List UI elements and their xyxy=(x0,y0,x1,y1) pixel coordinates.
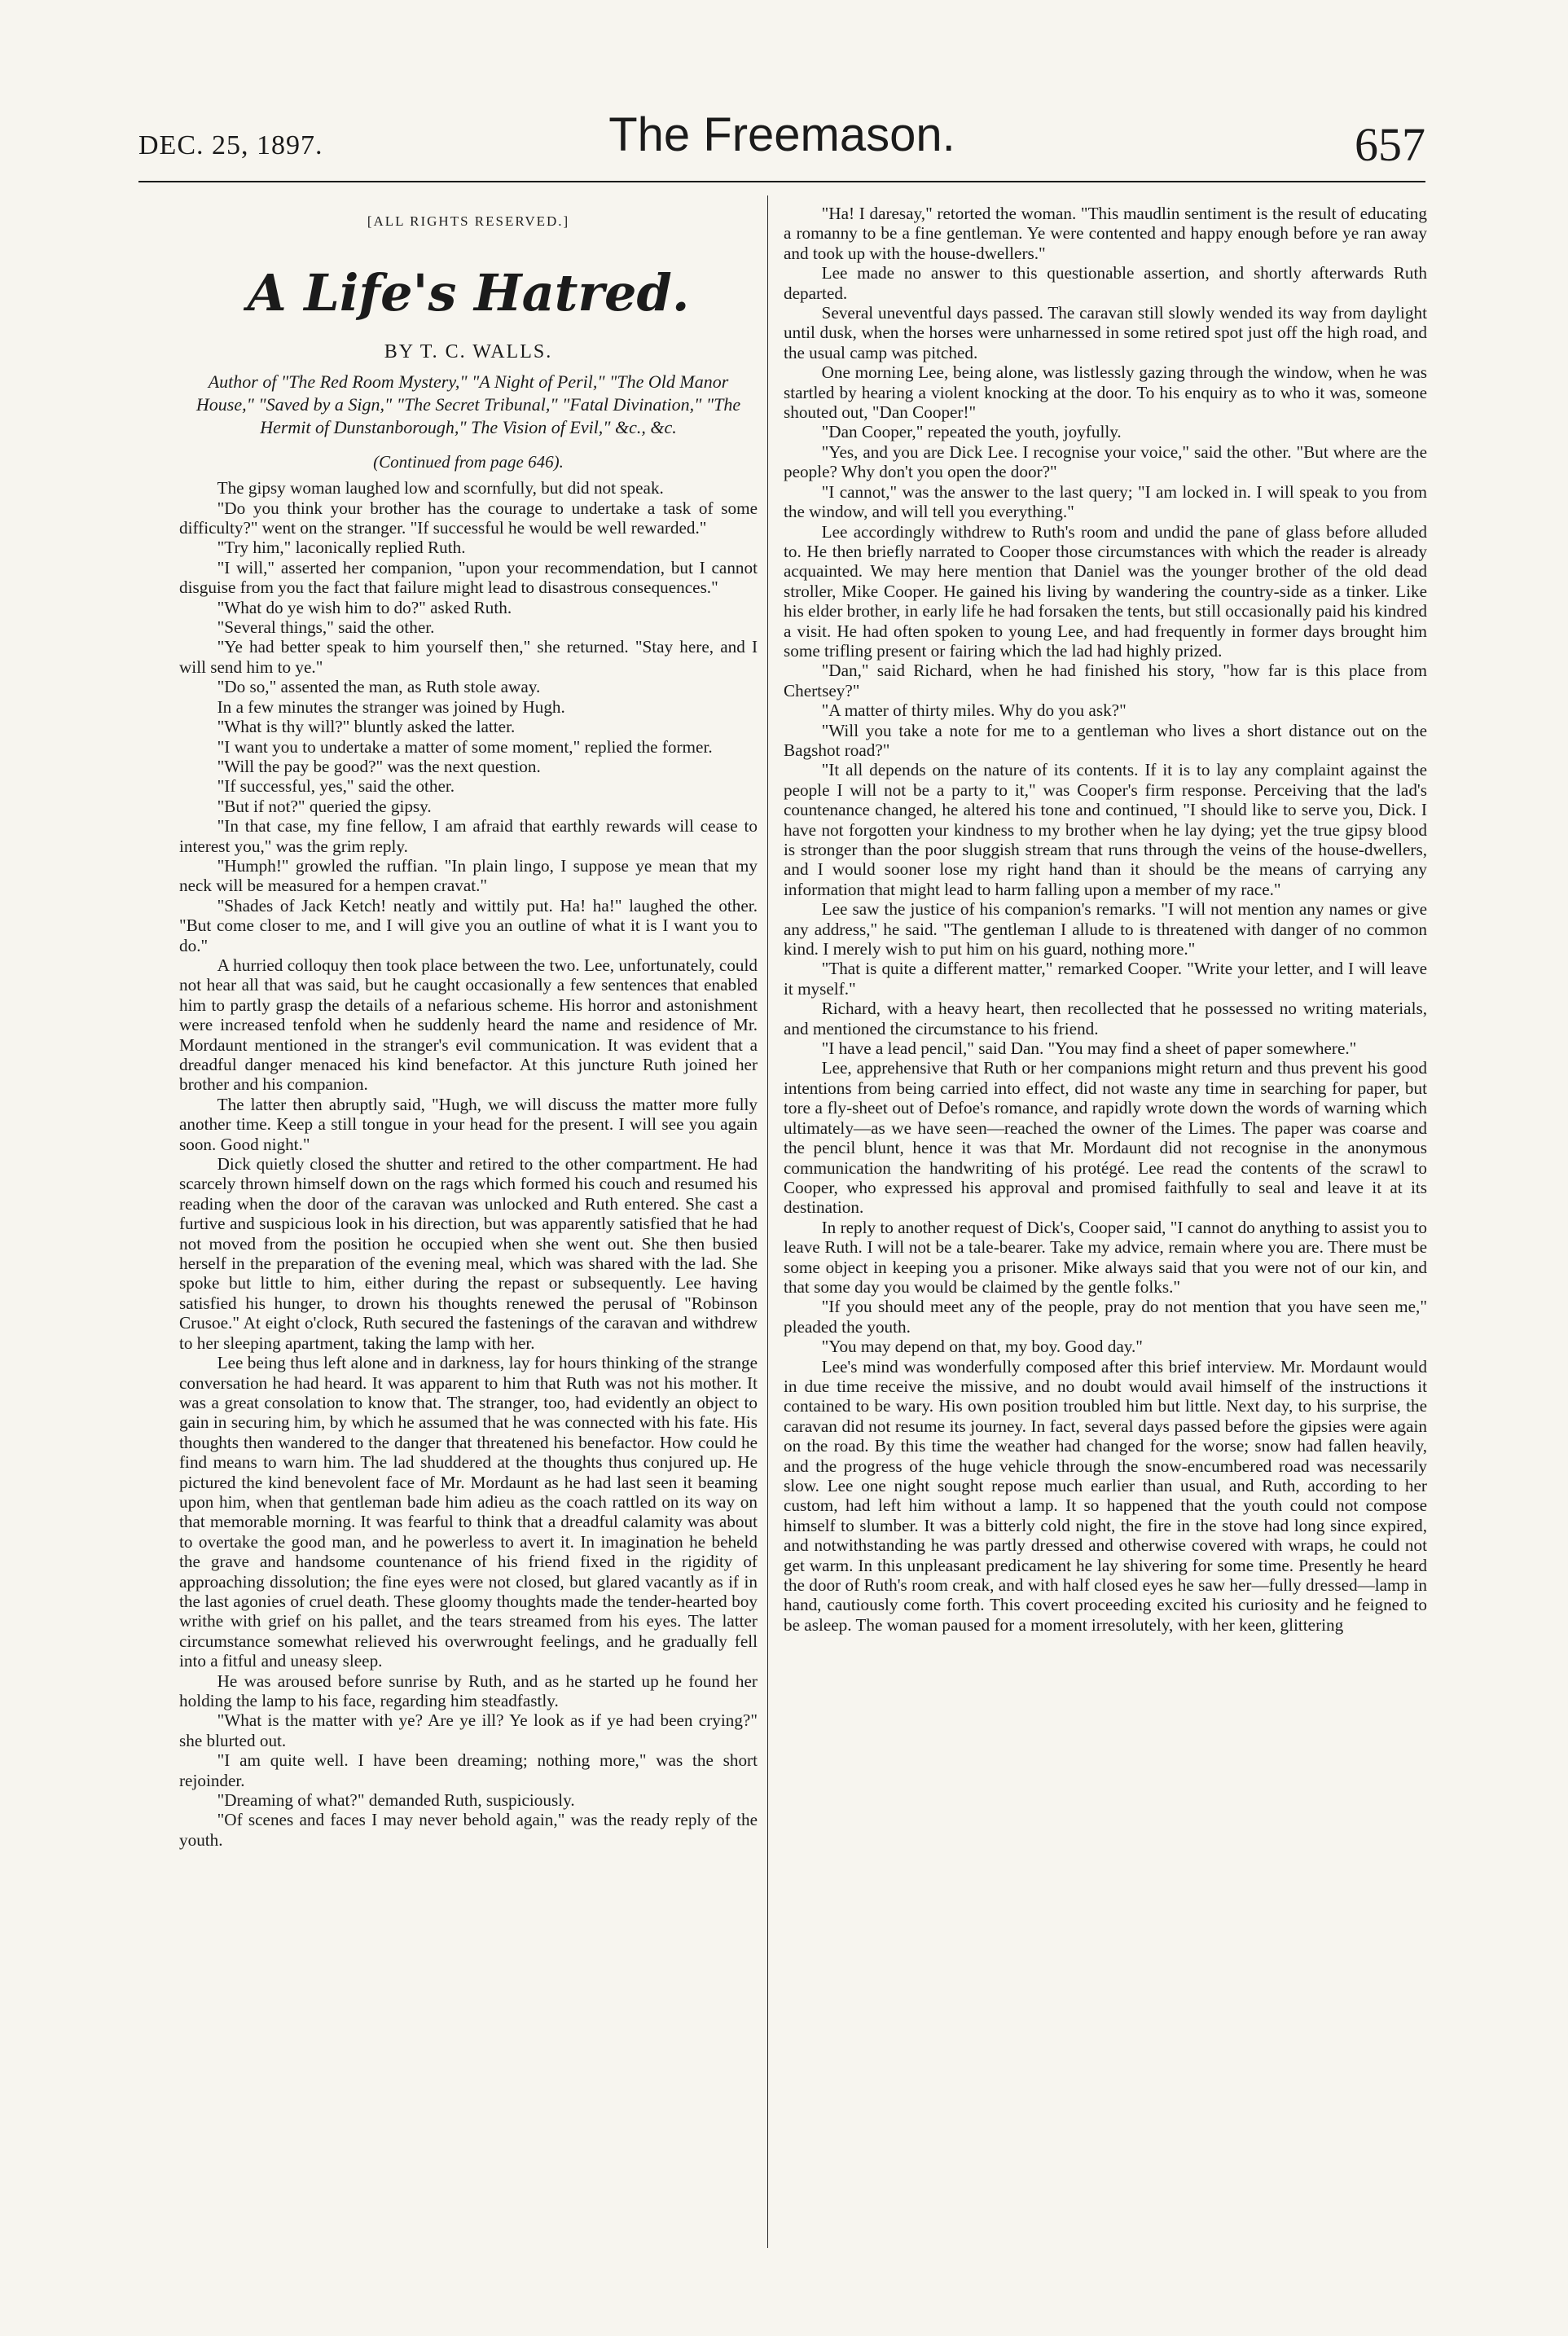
paragraph: In reply to another request of Dick's, Cooper said, "I cannot do anything to assist you to leave Ruth. I will not be a tale-bearer. Take my advice, remain where you are. There must be some object in keeping you a prisoner. Mike always said that you were not of our kin, and that some day you would be claimed by the gentle folks." xyxy=(784,1217,1427,1297)
paragraph: "Dan," said Richard, when he had finished his story, "how far is this place from Chertsey?" xyxy=(784,661,1427,700)
paragraph: "Do so," assented the man, as Ruth stole away. xyxy=(217,677,541,697)
paragraph: "Dan Cooper," repeated the youth, joyfully. xyxy=(821,422,1122,442)
paragraph: "What is the matter with ye? Are ye ill? Ye look as if ye had been crying?" she blurted out. xyxy=(179,1710,758,1750)
paragraph: "I am quite well. I have been dreaming; nothing more," was the short rejoinder. xyxy=(179,1750,758,1790)
paragraph: Lee made no answer to this questionable assertion, and shortly afterwards Ruth departed. xyxy=(784,263,1427,303)
masthead xyxy=(138,96,1425,186)
paragraph: "Humph!" growled the ruffian. "In plain lingo, I suppose ye mean that my neck will be measured for a hempen cravat." xyxy=(179,855,758,896)
paragraph: In a few minutes the stranger was joined by Hugh. xyxy=(217,696,565,717)
publication-title: The Freemason. xyxy=(608,108,955,161)
paragraph: Lee being thus left alone and in darkness, lay for hours thinking of the strange conversation he had heard. It was apparent to him that Ruth was not his mother. It was a great consolation to know that. The stranger, too, had evidently an object to gain in securing him, by which he assumed that he was connected with his fate. His thoughts then wandered to the danger that threatened his benefactor. How could he find means to warn him. The lad shuddered at the thoughts thus conjured up. He pictured the kind benevolent face of Mr. Mordaunt as he had last seen it beaming upon him, when that gentleman bade him adieu as the coach rattled on its way on that memorable morning. It was fearful to think that a dreadful calamity was about to overtake the good man, and he powerless to avert it. In imagination he beheld the grave and handsome countenance of his friend fixed in the rigidity of approaching dissolution; the fine eyes were not closed, but glared vacantly as if in the last agonies of cruel death. These gloomy thoughts made the tender-hearted boy writhe with grief on his pallet, and the tears streamed from his eyes. The latter circumstance somewhat relieved his overwrought feelings, and he gradually fell into a fitful and uneasy sleep. xyxy=(179,1353,758,1671)
paragraph: Several uneventful days passed. The caravan still slowly wended its way from daylight until dusk, when the horses were unharnessed in some retired spot just off the high road, and the usual camp was pitched. xyxy=(784,303,1427,362)
right-body-text xyxy=(784,204,1427,1635)
issue-date: DEC. 25, 1897. xyxy=(138,130,323,160)
paragraph: "It all depends on the nature of its contents. If it is to lay any complaint against the people I will not be a party to it," was Cooper's firm response. Perceiving that the lad's countenance changed, he altered his tone and continued, "I should like to serve you, Dick. I have not forgotten your kindness to my brother when he lay dying; yet the true gipsy blood is stronger than the poor sluggish stream that runs through the veins of the house-dwellers, and I would sooner lose my right hand than it should be the means of carrying any information that might lead to harm falling upon a member of my race." xyxy=(784,760,1427,899)
paragraph: Dick quietly closed the shutter and retired to the other compartment. He had scarcely thrown himself down on the rags which formed his couch and resumed his reading when the door of the caravan was unlocked and Ruth entered. She cast a furtive and suspicious look in his direction, but was apparently satisfied that he had not moved from the position he occupied when she went out. She then busied herself in the preparation of the evening meal, which was shared with the lad. She spoke but little to him, either during the repast or subsequently. Lee having satisfied his hunger, to drown his thoughts renewed the perusal of "Robinson Crusoe." At eight o'clock, Ruth secured the fastenings of the caravan and withdrew to her sleeping apartment, taking the lamp with her. xyxy=(179,1154,758,1353)
left-body-text xyxy=(179,478,758,1850)
continued-note: (Continued from page 646). xyxy=(373,451,564,472)
story-title: A Life's Hatred. xyxy=(247,263,690,323)
paragraph: "Do you think your brother has the courage to undertake a task of some difficulty?" went on the stranger. "If successful he would be well rewarded." xyxy=(179,498,758,538)
paragraph: Lee saw the justice of his companion's remarks. "I will not mention any names or give any address," he said. "The gentleman I allude to is threatened with danger of no common kind. I merely wish to put him on his guard, nothing more." xyxy=(784,899,1427,959)
byline: BY T. C. WALLS. xyxy=(384,341,553,363)
paragraph: "That is quite a different matter," remarked Cooper. "Write your letter, and I will leave it myself." xyxy=(784,959,1427,999)
paragraph: "Will you take a note for me to a gentleman who lives a short distance out on the Bagshot road?" xyxy=(784,720,1427,760)
header-rule xyxy=(138,181,1425,182)
author-works: Author of "The Red Room Mystery," "A Night of Peril," "The Old Manor House," "Saved by a Sign," "The Secret Tribunal," "Fatal Divination," "The Hermit of Dunstanborough," The Vision of Evil," &c., &c. xyxy=(195,371,741,437)
paragraph: "I cannot," was the answer to the last query; "I am locked in. I will speak to you from the window, and will tell you everything." xyxy=(784,481,1427,522)
paragraph: "But if not?" queried the gipsy. xyxy=(217,796,432,816)
paragraph: The latter then abruptly said, "Hugh, we will discuss the matter more fully another time. Keep a still tongue in your head for the present. I will see you again soon. Good night." xyxy=(179,1094,758,1154)
paragraph: One morning Lee, being alone, was listlessly gazing through the window, when he was startled by hearing a violent knocking at the door. To his enquiry as to who it was, someone shouted out, "Dan Cooper!" xyxy=(784,362,1427,423)
paragraph: "What do ye wish him to do?" asked Ruth. xyxy=(217,597,512,617)
paragraph: "Ye had better speak to him yourself then," she returned. "Stay here, and I will send him to ye." xyxy=(179,637,758,677)
paragraph: Lee accordingly withdrew to Ruth's room and undid the pane of glass before alluded to. He then briefly narrated to Cooper those circumstances with which the reader is already acquainted. We may here mention that Daniel was the younger brother of the old dead stroller, Mike Cooper. He gained his living by wandering the country-side as a tinker. Like his elder brother, in early life he had forsaken the tents, but still occasionally paid his kindred a visit. He had often spoken to young Lee, and had frequently in former days brought him some trifling present or fairing which the lad had highly prized. xyxy=(784,521,1427,661)
paragraph: The gipsy woman laughed low and scornfully, but did not speak. xyxy=(217,478,664,498)
paragraph: "Ha! I daresay," retorted the woman. "This maudlin sentiment is the result of educating a romanny to be a fine gentleman. Ye were contented and happy enough before ye ran away and took up with the house-dwellers." xyxy=(784,204,1427,263)
left-column xyxy=(179,204,758,1850)
rights-notice: [ALL RIGHTS RESERVED.] xyxy=(367,213,570,229)
paragraph: "Try him," laconically replied Ruth. xyxy=(217,538,466,558)
paragraph: "Yes, and you are Dick Lee. I recognise your voice," said the other. "But where are the people? Why don't you open the door?" xyxy=(784,441,1427,482)
paragraph: "I have a lead pencil," said Dan. "You may find a sheet of paper somewhere." xyxy=(821,1038,1357,1059)
paragraph: "In that case, my fine fellow, I am afraid that earthly rewards will cease to interest you," was the grim reply. xyxy=(179,816,758,856)
paragraph: A hurried colloquy then took place between the two. Lee, unfortunately, could not hear all that was said, but he caught occasionally a few sentences that enabled him to partly grasp the details of a nefarious scheme. His horror and astonishment were increased tenfold when he suddenly heard the name and residence of Mr. Mordaunt mentioned in the stranger's evil communication. It was evident that a dreadful danger menaced his kind benefactor. At this juncture Ruth joined her brother and his companion. xyxy=(179,955,758,1095)
paragraph: "If successful, yes," said the other. xyxy=(217,776,455,797)
paragraph: Richard, with a heavy heart, then recollected that he possessed no writing materials, and mentioned the circumstance to his friend. xyxy=(784,999,1427,1038)
paragraph: "Will the pay be good?" was the next question. xyxy=(217,756,541,776)
paragraph: "If you should meet any of the people, pray do not mention that you have seen me," pleaded the youth. xyxy=(784,1297,1427,1337)
paragraph: "Of scenes and faces I may never behold again," was the ready reply of the youth. xyxy=(179,1810,758,1850)
paragraph: Lee's mind was wonderfully composed after this brief interview. Mr. Mordaunt would in due time receive the missive, and no doubt would avail himself of the instructions it contained to be wary. His own position troubled him but little. Next day, to his surprise, the caravan did not resume its journey. In fact, several days passed before the gipsies were again on the road. By this time the weather had changed for the worse; snow had fallen heavily, and the progress of the huge vehicle through the snow-encumbered road was necessarily slow. Lee one night sought repose much earlier than usual, and Ruth, according to her custom, had left him without a lamp. It so happened that the youth could not compose himself to slumber. It was a bitterly cold night, the fire in the stove had long since expired, and notwithstanding he was partly dressed and otherwise covered with wraps, he could not get warm. In this unpleasant predicament he lay shivering for some time. Presently he heard the door of Ruth's room creak, and with half closed eyes he saw her—fully dressed—lamp in hand, cautiously come forth. This covert proceeding excited his curiosity and he feigned to be asleep. The woman paused for a moment irresolutely, with her keen, glittering xyxy=(784,1356,1427,1635)
paragraph: He was aroused before sunrise by Ruth, and as he started up he found her holding the lamp to his face, regarding him steadfastly. xyxy=(179,1671,758,1710)
paragraph: "What is thy will?" bluntly asked the latter. xyxy=(217,717,516,737)
paragraph: "Several things," said the other. xyxy=(217,617,435,638)
paragraph: "I want you to undertake a matter of some moment," replied the former. xyxy=(217,736,713,757)
column-divider xyxy=(767,195,768,2248)
page-number: 657 xyxy=(1355,118,1425,171)
paragraph: "Shades of Jack Ketch! neatly and wittily put. Ha! ha!" laughed the other. "But come closer to me, and I will give you an outline of what it is I want you to do." xyxy=(179,895,758,955)
paragraph: "I will," asserted her companion, "upon your recommendation, but I cannot disguise from you the fact that failure might lead to disastrous consequences." xyxy=(179,557,758,598)
paragraph: Lee, apprehensive that Ruth or her companions might return and thus prevent his good intentions from being carried into effect, did not waste any time in searching for paper, but tore a fly-sheet out of Defoe's romance, and rapidly wrote down the words of warning which ultimately—as we have seen—reached the owner of the Limes. The paper was coarse and the pencil blunt, hence it was that Mr. Mordaunt did not recognise in the anonymous communication the handwriting of his protégé. Lee read the contents of the scrawl to Cooper, who expressed his approval and promised faithfully to seal and leave it at its destination. xyxy=(784,1058,1427,1218)
right-column xyxy=(784,204,1427,1635)
paragraph: "You may depend on that, my boy. Good day." xyxy=(821,1337,1143,1357)
paragraph: "A matter of thirty miles. Why do you ask?" xyxy=(821,700,1127,721)
paragraph: "Dreaming of what?" demanded Ruth, suspiciously. xyxy=(217,1790,575,1811)
